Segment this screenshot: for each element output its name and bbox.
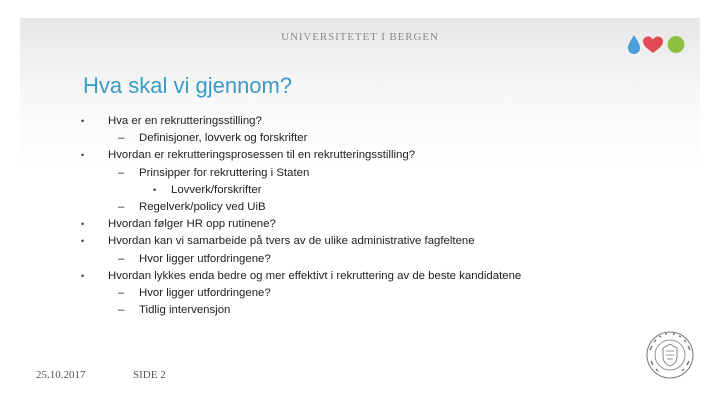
list-item: Hvordan kan vi samarbeide på tvers av de ulike administrative fagfeltene [108,235,475,248]
list-item: Hvordan er rekrutteringsprosessen til en rekrutteringsstilling? [108,149,416,162]
dash-marker: – [118,166,125,179]
footer-page-number: SIDE 2 [133,369,166,381]
bullet-marker: • [81,150,85,161]
dash-marker: – [118,132,125,145]
dash-marker: – [118,252,125,265]
bullet-marker: • [153,184,157,195]
drop-icon [628,35,640,54]
list-item: Hva er en rekrutteringsstilling? [108,115,262,127]
list-item: Regelverk/policy ved UiB [139,201,266,213]
list-item: Hvordan lykkes enda bedre og mer effektivt i rekruttering av de beste kandidatene [108,269,522,282]
list-item: Hvordan følger HR opp rutinene? [108,218,276,231]
bullet-marker: • [81,116,85,126]
slide-title: Hva skal vi gjennom? [83,73,293,98]
dash-marker: – [118,287,125,299]
bullet-marker: • [81,219,85,230]
dash-marker: – [118,201,125,213]
uib-logo-icons [626,33,688,55]
list-item: Lovverk/forskrifter [171,183,262,196]
bullet-marker: • [81,236,85,247]
bullet-marker: • [81,270,85,281]
list-item: Definisjoner, lovverk og forskrifter [139,132,308,145]
university-seal-icon [645,330,695,380]
list-item: Hvor ligger utfordringene? [139,287,271,299]
dash-marker: – [118,304,125,317]
institution-name: UNIVERSITETET I BERGEN [281,31,439,43]
list-item: Tidlig intervensjon [139,304,231,317]
footer-date: 25.10.2017 [36,369,86,381]
circle-icon [668,36,685,53]
list-item: Prinsipper for rekruttering i Staten [139,166,310,179]
heart-icon [643,37,663,54]
list-item: Hvor ligger utfordringene? [139,252,271,265]
